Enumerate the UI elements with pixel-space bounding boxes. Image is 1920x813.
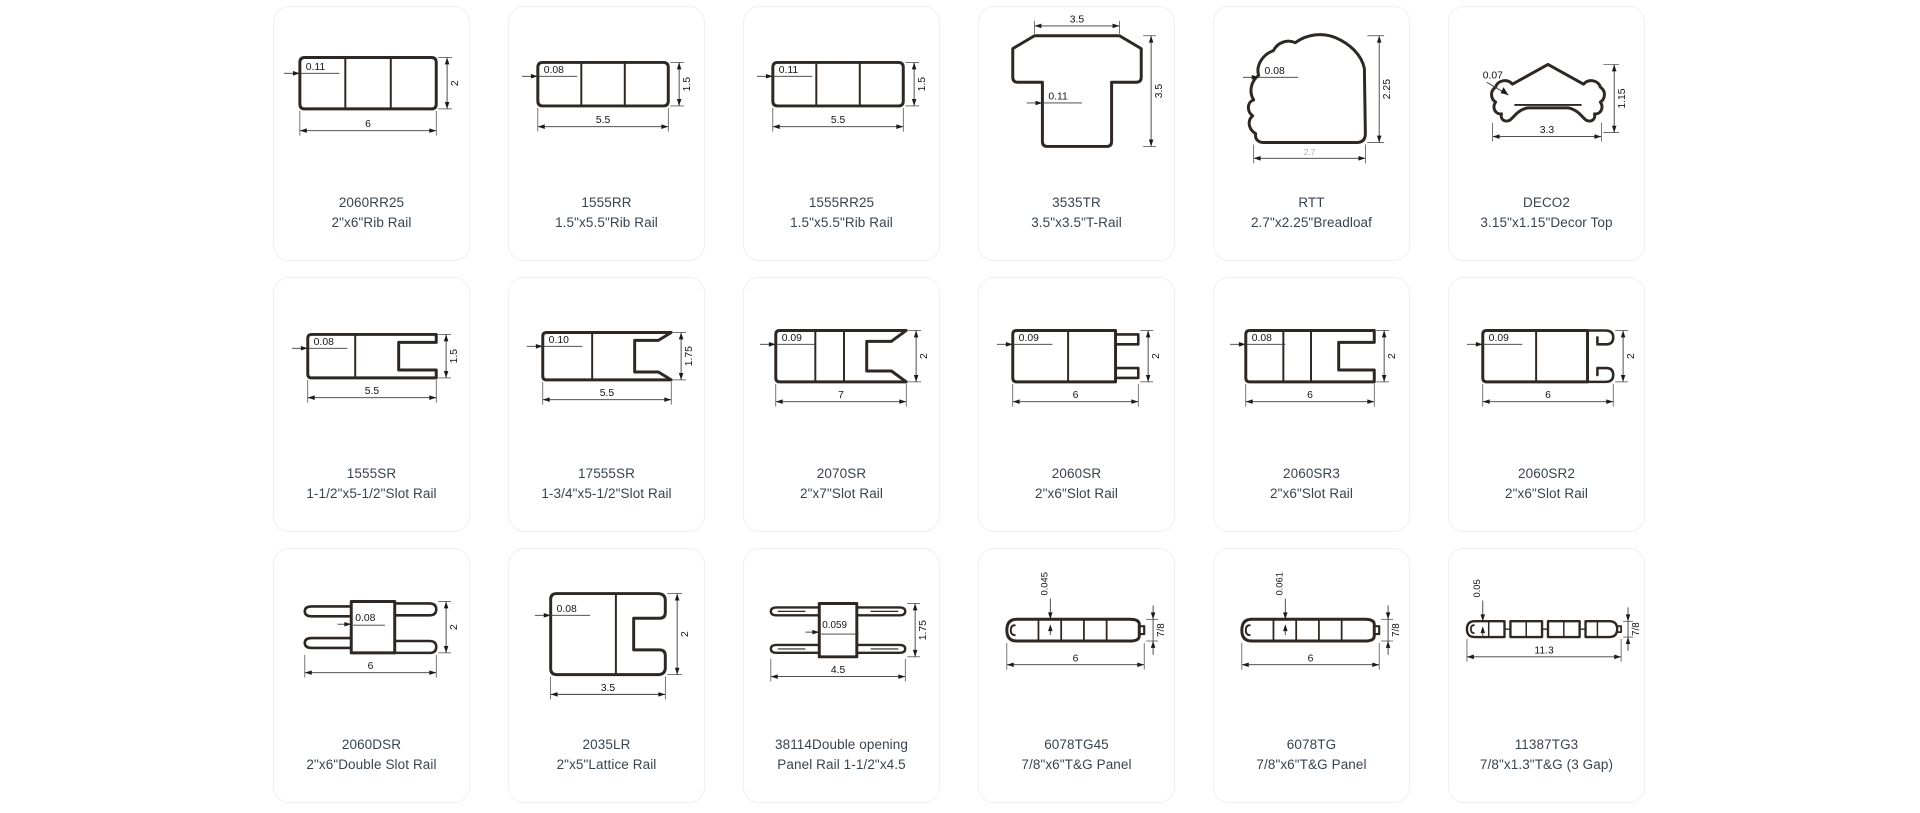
svg-text:0.061: 0.061	[1273, 572, 1284, 596]
svg-text:0.08: 0.08	[1251, 332, 1272, 344]
profile-card[interactable]	[1213, 6, 1410, 261]
svg-text:2: 2	[448, 624, 460, 631]
profile-size: 2"x6"Rib Rail	[331, 215, 412, 230]
profile-card[interactable]	[743, 6, 940, 261]
profile-label	[332, 193, 412, 233]
profile-drawing	[744, 549, 939, 735]
profile-svg	[748, 558, 936, 726]
profile-card[interactable]	[1448, 277, 1645, 532]
profile-svg	[513, 558, 701, 726]
svg-text:2.25: 2.25	[1381, 79, 1393, 100]
svg-text:1.5: 1.5	[448, 348, 460, 364]
svg-text:1.5: 1.5	[681, 76, 693, 92]
profile-label	[1031, 193, 1122, 233]
profile-label	[541, 464, 671, 504]
profile-svg	[513, 287, 701, 455]
svg-text:3.5: 3.5	[600, 682, 615, 694]
svg-text:7/8: 7/8	[1390, 623, 1402, 638]
profile-label	[1021, 735, 1131, 775]
svg-text:6: 6	[364, 119, 371, 131]
svg-text:6: 6	[367, 661, 373, 673]
profile-svg	[1218, 16, 1406, 184]
svg-text:0.11: 0.11	[305, 61, 325, 73]
profile-card[interactable]	[978, 6, 1175, 261]
profile-size: 2"x7"Slot Rail	[799, 486, 884, 501]
profile-code: 17555SR	[577, 466, 635, 481]
svg-text:0.08: 0.08	[313, 336, 334, 348]
profile-label	[1035, 464, 1118, 504]
svg-text:0.09: 0.09	[1018, 332, 1039, 344]
profile-card[interactable]	[273, 277, 470, 532]
svg-text:1.75: 1.75	[683, 346, 695, 367]
svg-text:0.11: 0.11	[1047, 91, 1068, 103]
profile-drawing	[274, 549, 469, 735]
svg-text:3.3: 3.3	[1539, 125, 1554, 137]
svg-text:0.08: 0.08	[556, 603, 577, 615]
svg-text:2: 2	[1150, 353, 1162, 360]
profile-svg	[1453, 558, 1641, 726]
svg-text:2: 2	[679, 631, 691, 637]
svg-text:0.11: 0.11	[778, 64, 798, 76]
profile-svg	[278, 287, 466, 455]
profile-drawing	[1214, 549, 1409, 735]
profile-label	[1270, 464, 1353, 504]
svg-text:2: 2	[1625, 353, 1637, 360]
profile-code: 2060RR25	[338, 195, 405, 210]
profile-code: 2060SR	[1051, 466, 1102, 481]
profile-label	[1480, 735, 1613, 775]
profile-size: Panel Rail 1-1/2"x4.5	[777, 757, 906, 772]
profile-drawing	[744, 7, 939, 193]
profile-svg	[983, 558, 1171, 726]
svg-text:5.5: 5.5	[364, 386, 379, 398]
profile-label	[1480, 193, 1612, 233]
svg-text:6: 6	[1072, 653, 1078, 665]
profile-card[interactable]	[1213, 548, 1410, 803]
profile-code: RTT	[1298, 195, 1325, 210]
profile-size: 1.5"x5.5"Rib Rail	[555, 215, 658, 230]
profile-label	[306, 735, 436, 775]
profile-card[interactable]	[273, 6, 470, 261]
profile-size: 7/8"x1.3"T&G (3 Gap)	[1479, 757, 1614, 772]
profile-label	[790, 193, 893, 233]
profile-grid	[273, 6, 1645, 803]
profile-svg	[748, 16, 936, 184]
profile-code: 2035LR	[582, 737, 631, 752]
profile-drawing	[979, 549, 1174, 735]
profile-svg	[1453, 16, 1641, 184]
svg-text:5.5: 5.5	[830, 115, 845, 127]
profile-svg	[1218, 287, 1406, 455]
profile-svg	[278, 558, 466, 726]
profile-code: 6078TG45	[1044, 737, 1109, 752]
profile-card[interactable]	[1448, 548, 1645, 803]
profile-drawing	[509, 278, 704, 464]
profile-label	[555, 193, 658, 233]
svg-text:3.5: 3.5	[1069, 14, 1084, 26]
profile-size: 7/8"x6"T&G Panel	[1021, 757, 1132, 772]
profile-svg	[513, 16, 701, 184]
profile-code: 2060SR3	[1283, 466, 1340, 481]
profile-size: 3.15"x1.15"Decor Top	[1480, 215, 1613, 230]
svg-text:7/8: 7/8	[1155, 623, 1167, 638]
svg-text:4.5: 4.5	[830, 665, 845, 677]
profile-drawing	[1214, 278, 1409, 464]
svg-text:1.75: 1.75	[917, 620, 929, 641]
profile-code: 6078TG	[1286, 737, 1337, 752]
svg-text:1.5: 1.5	[916, 76, 928, 92]
profile-code: 2060DSR	[341, 737, 402, 752]
profile-card[interactable]	[743, 548, 940, 803]
svg-text:0.09: 0.09	[781, 332, 802, 344]
profile-card[interactable]	[508, 548, 705, 803]
profile-code: 2070SR	[816, 466, 867, 481]
profile-drawing	[509, 549, 704, 735]
svg-text:0.09: 0.09	[1488, 332, 1509, 344]
profile-code: 3535TR	[1052, 195, 1101, 210]
profile-size: 2"x6"Slot Rail	[1269, 486, 1354, 501]
profile-card[interactable]	[743, 277, 940, 532]
profile-size: 2"x5"Lattice Rail	[556, 757, 657, 772]
profile-svg	[1453, 287, 1641, 455]
svg-text:2: 2	[449, 80, 461, 87]
profile-label	[800, 464, 883, 504]
profile-drawing	[1449, 278, 1644, 464]
profile-card[interactable]	[508, 277, 705, 532]
profile-size: 1-3/4"x5-1/2"Slot Rail	[541, 486, 672, 501]
svg-text:6: 6	[1072, 390, 1078, 402]
svg-text:1.15: 1.15	[1616, 88, 1628, 109]
profile-drawing	[1449, 7, 1644, 193]
svg-text:6: 6	[1544, 390, 1551, 402]
profile-drawing	[1214, 7, 1409, 193]
profile-card[interactable]	[273, 548, 470, 803]
profile-drawing	[509, 7, 704, 193]
svg-text:2: 2	[1386, 353, 1398, 360]
svg-text:0.07: 0.07	[1482, 70, 1503, 82]
profile-code: 1555RR25	[808, 195, 875, 210]
svg-text:0.08: 0.08	[1264, 65, 1285, 77]
svg-text:5.5: 5.5	[595, 115, 610, 127]
profile-code: 38114Double opening	[774, 737, 909, 752]
profile-size: 1-1/2"x5-1/2"Slot Rail	[306, 486, 437, 501]
profile-drawing	[1449, 549, 1644, 735]
profile-label	[1505, 464, 1588, 504]
profile-label	[775, 735, 908, 775]
svg-text:6: 6	[1307, 653, 1313, 665]
profile-drawing	[979, 7, 1174, 193]
profile-label	[557, 735, 657, 775]
profile-drawing	[274, 278, 469, 464]
profile-svg	[1218, 558, 1406, 726]
profile-code: 2060SR2	[1518, 466, 1575, 481]
profile-size: 2"x6"Double Slot Rail	[306, 757, 437, 772]
profile-card[interactable]	[1448, 6, 1645, 261]
profile-label	[306, 464, 436, 504]
svg-text:6: 6	[1306, 390, 1313, 402]
profile-drawing	[979, 278, 1174, 464]
svg-text:3.5: 3.5	[1153, 83, 1165, 99]
profile-code: 1555RR	[581, 195, 632, 210]
svg-text:7: 7	[837, 390, 844, 402]
profile-size: 7/8"x6"T&G Panel	[1256, 757, 1367, 772]
svg-text:5.5: 5.5	[599, 388, 614, 400]
profile-size: 2.7"x2.25"Breadloaf	[1250, 215, 1373, 230]
profile-size: 2"x6"Slot Rail	[1034, 486, 1119, 501]
profile-drawing	[744, 278, 939, 464]
svg-text:0.08: 0.08	[354, 613, 375, 625]
profile-size: 2"x6"Slot Rail	[1504, 486, 1589, 501]
profile-svg	[278, 16, 466, 184]
svg-text:0.045: 0.045	[1038, 572, 1049, 596]
svg-text:0.05: 0.05	[1471, 579, 1482, 598]
profile-svg	[983, 287, 1171, 455]
profile-svg	[748, 287, 936, 455]
profile-card[interactable]	[508, 6, 705, 261]
profile-code: 11387TG3	[1514, 737, 1579, 752]
profile-card[interactable]	[1213, 277, 1410, 532]
svg-text:2: 2	[918, 353, 930, 360]
svg-text:0.059: 0.059	[821, 620, 847, 632]
svg-text:0.10: 0.10	[548, 334, 569, 346]
profile-size: 1.5"x5.5"Rib Rail	[790, 215, 893, 230]
profile-card[interactable]	[978, 548, 1175, 803]
svg-text:7/8: 7/8	[1630, 622, 1642, 637]
svg-text:0.08: 0.08	[543, 64, 564, 76]
profile-svg	[983, 16, 1171, 184]
profile-code: DECO2	[1522, 195, 1570, 210]
profile-code: 1555SR	[346, 466, 397, 481]
profile-label	[1256, 735, 1366, 775]
profile-drawing	[274, 7, 469, 193]
svg-text:11.3: 11.3	[1533, 645, 1554, 657]
profile-card[interactable]	[978, 277, 1175, 532]
profile-size: 3.5"x3.5"T-Rail	[1031, 215, 1122, 230]
profile-label	[1251, 193, 1372, 233]
svg-text:2.7: 2.7	[1303, 146, 1315, 157]
